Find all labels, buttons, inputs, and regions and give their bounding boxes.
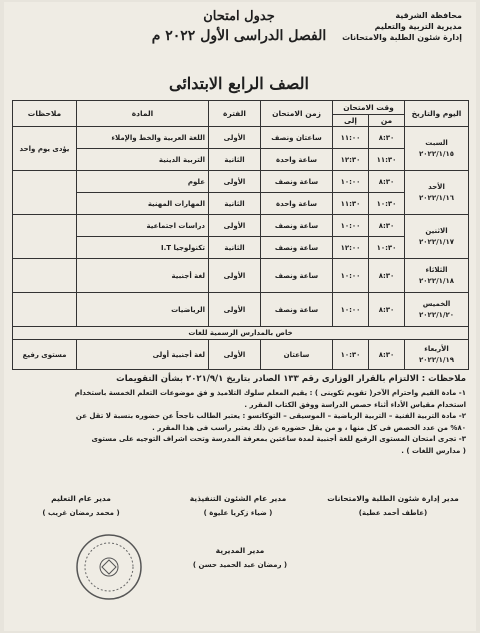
period-cell: الأولى [209,293,261,327]
day-cell [405,171,469,215]
to-cell: ١١:٠٠ [333,127,369,149]
to-cell: ١٢:٠٠ [333,237,369,259]
subject-cell: دراسات اجتماعية [77,215,209,237]
day-name: الأربعاء [424,344,449,353]
to-cell: ١٠:٠٠ [333,171,369,193]
duration-cell: ساعة واحدة [261,193,333,215]
table-row [13,215,469,237]
signature-exams-director [318,492,468,520]
official-stamp-icon [74,532,144,602]
duration-cell: ساعة ونصف [261,215,333,237]
table-row [13,293,469,327]
day-cell [405,259,469,293]
signature-name: ( ضياء زكريا عليوة ) [203,509,273,517]
duration-cell: ساعة ونصف [261,293,333,327]
table-row [13,193,469,215]
note-item: ( مدارس اللغات ) . [401,446,466,455]
day-cell [405,127,469,171]
exam-schedule-document [4,2,476,631]
term-title: الفصل الدراسى الأول ٢٠٢٢ م [151,28,327,44]
header-notes: ملاحظات [13,101,77,127]
from-cell: ٨:٣٠ [369,259,405,293]
subject-cell: التربية الدينية [77,149,209,171]
day-date: ٢٠٢٢/١/١٦ [419,193,455,202]
from-cell: ٨:٣٠ [369,127,405,149]
notes-cell: يؤدى يوم واحد [13,127,77,171]
day-cell [405,293,469,327]
from-cell: ٨:٣٠ [369,171,405,193]
to-cell: ١٠:٠٠ [333,215,369,237]
day-name: الأحد [428,182,445,191]
period-cell: الأولى [209,340,261,370]
period-cell: الأولى [209,171,261,193]
directorate-line: مديرية التربية والتعليم [374,22,462,31]
from-cell: ٨:٣٠ [369,340,405,370]
subject-cell: لغة أجنبية [77,259,209,293]
signature-name: (عاطف أحمد عطية) [358,509,428,517]
header-from: من [369,115,405,127]
notes-list [11,388,466,457]
notes-cell [13,215,77,259]
to-cell: ١٠:٣٠ [333,340,369,370]
to-cell: ١٢:٣٠ [333,149,369,171]
header-exam-time: وقت الامتحان [333,101,405,115]
day-name: السبت [425,138,448,147]
note-item: ٨٠% من عدد الحصص فى كل منها ، و من يقل حضوره عن ذلك يعتبر راسب فى هذا المقرر . [152,423,466,432]
from-cell: ٨:٣٠ [369,215,405,237]
duration-cell: ساعتان [261,340,333,370]
table-row [13,259,469,293]
day-date: ٢٠٢٢/١/١٧ [419,237,455,246]
subject-cell: علوم [77,171,209,193]
signature-title: مدير المديرية [215,546,265,555]
governorate-line: محافظة الشرقية [395,11,462,20]
duration-cell: ساعة ونصف [261,171,333,193]
period-cell: الثانية [209,149,261,171]
grade-title: الصف الرابع الابتدائى [169,74,309,93]
header-period: الفترة [209,101,261,127]
to-cell: ١١:٣٠ [333,193,369,215]
table-row [13,237,469,259]
duration-cell: ساعة ونصف [261,259,333,293]
signature-title: مدير إدارة شئون الطلبة والامتحانات [327,494,459,503]
header-day-date: اليوم والتاريخ [405,101,469,127]
day-cell [405,215,469,259]
day-name: الاثنين [425,226,448,235]
to-cell: ١٠:٠٠ [333,293,369,327]
notes-cell [13,293,77,327]
table-row [13,149,469,171]
from-cell: ١١:٣٠ [369,149,405,171]
subject-cell: تكنولوجيا I.T [77,237,209,259]
notes-cell: مستوى رفيع [13,340,77,370]
day-name: الخميس [422,299,451,308]
table-row [13,340,469,370]
duration-cell: ساعتان ونصف [261,127,333,149]
subject-cell: المهارات المهنية [77,193,209,215]
duration-cell: ساعة واحدة [261,149,333,171]
period-cell: الأولى [209,127,261,149]
department-line: إدارة شئون الطلبة والامتحانات [342,33,462,42]
signature-title: مدير عام التعليم [51,494,111,503]
to-cell: ١٠:٠٠ [333,259,369,293]
signature-education-director [16,492,146,520]
special-row-label: خاص بالمدارس الرسمية للغات [13,327,469,340]
signature-directorate-head [180,544,300,572]
day-cell [405,340,469,370]
special-row [13,327,469,340]
notes-title: ملاحظات : الالتزام بالقرار الوزارى رقم ١٣٣ الصادر بتاريخ ٢٠٢١/٩/١ بشأن التقويمات [116,374,466,384]
document-heading [134,8,344,46]
notes-cell [13,259,77,293]
subject-cell: لغة أجنبية أولى [77,340,209,370]
signature-title: مدير عام الشئون التنفيذية [189,494,287,503]
header-to: إلى [333,115,369,127]
day-name: الثلاثاء [425,265,448,274]
signature-name: ( محمد رمضان غريب ) [42,509,120,517]
document-title: جدول امتحان [203,9,275,24]
subject-cell: اللغة العربية والخط والإملاء [77,127,209,149]
signature-name: ( رمضان عبد الحميد حسن ) [192,561,288,569]
note-item: استخدام مقياس الأداء أثناء حصص الدراسة ووفق الكتاب المقرر . [244,400,466,409]
period-cell: الأولى [209,215,261,237]
subject-cell: الرياضيات [77,293,209,327]
from-cell: ٨:٣٠ [369,293,405,327]
header-subject: المادة [77,101,209,127]
day-date: ٢٠٢٢/١/١٥ [419,149,455,158]
note-item: ٣- تجرى امتحان المستوى الرفيع للغة أجنبية لمدة ساعتين بمعرفة المدرسة وتحت اشراف التوجيه على مستوى [91,435,466,443]
header-duration: زمن الامتحان [261,101,333,127]
period-cell: الثانية [209,193,261,215]
table-row [13,127,469,149]
note-item: ٢- مادة التربية الفنية – التربية الرياضية – الموسيقى – التوكاتسو : يعتبر الطالب ناجحاً عن حضوره بنسبة لا تقل عن [75,412,466,420]
period-cell: الأولى [209,259,261,293]
schedule-table [12,100,469,370]
note-item: ١- مادة القيم واحترام الآخر( تقويم تكوينى ) : يقيم المعلم سلوك التلاميذ و فق موضوعات التعلم الخمسة باستخدام [74,389,466,397]
from-cell: ١٠:٣٠ [369,193,405,215]
notes-cell [13,171,77,215]
day-date: ٢٠٢٢/١/٢٠ [419,310,455,319]
signature-executive-director [168,492,308,520]
table-row [13,171,469,193]
day-date: ٢٠٢٢/١/١٩ [419,355,455,364]
from-cell: ١٠:٣٠ [369,237,405,259]
duration-cell: ساعة ونصف [261,237,333,259]
period-cell: الثانية [209,237,261,259]
day-date: ٢٠٢٢/١/١٨ [419,276,455,285]
